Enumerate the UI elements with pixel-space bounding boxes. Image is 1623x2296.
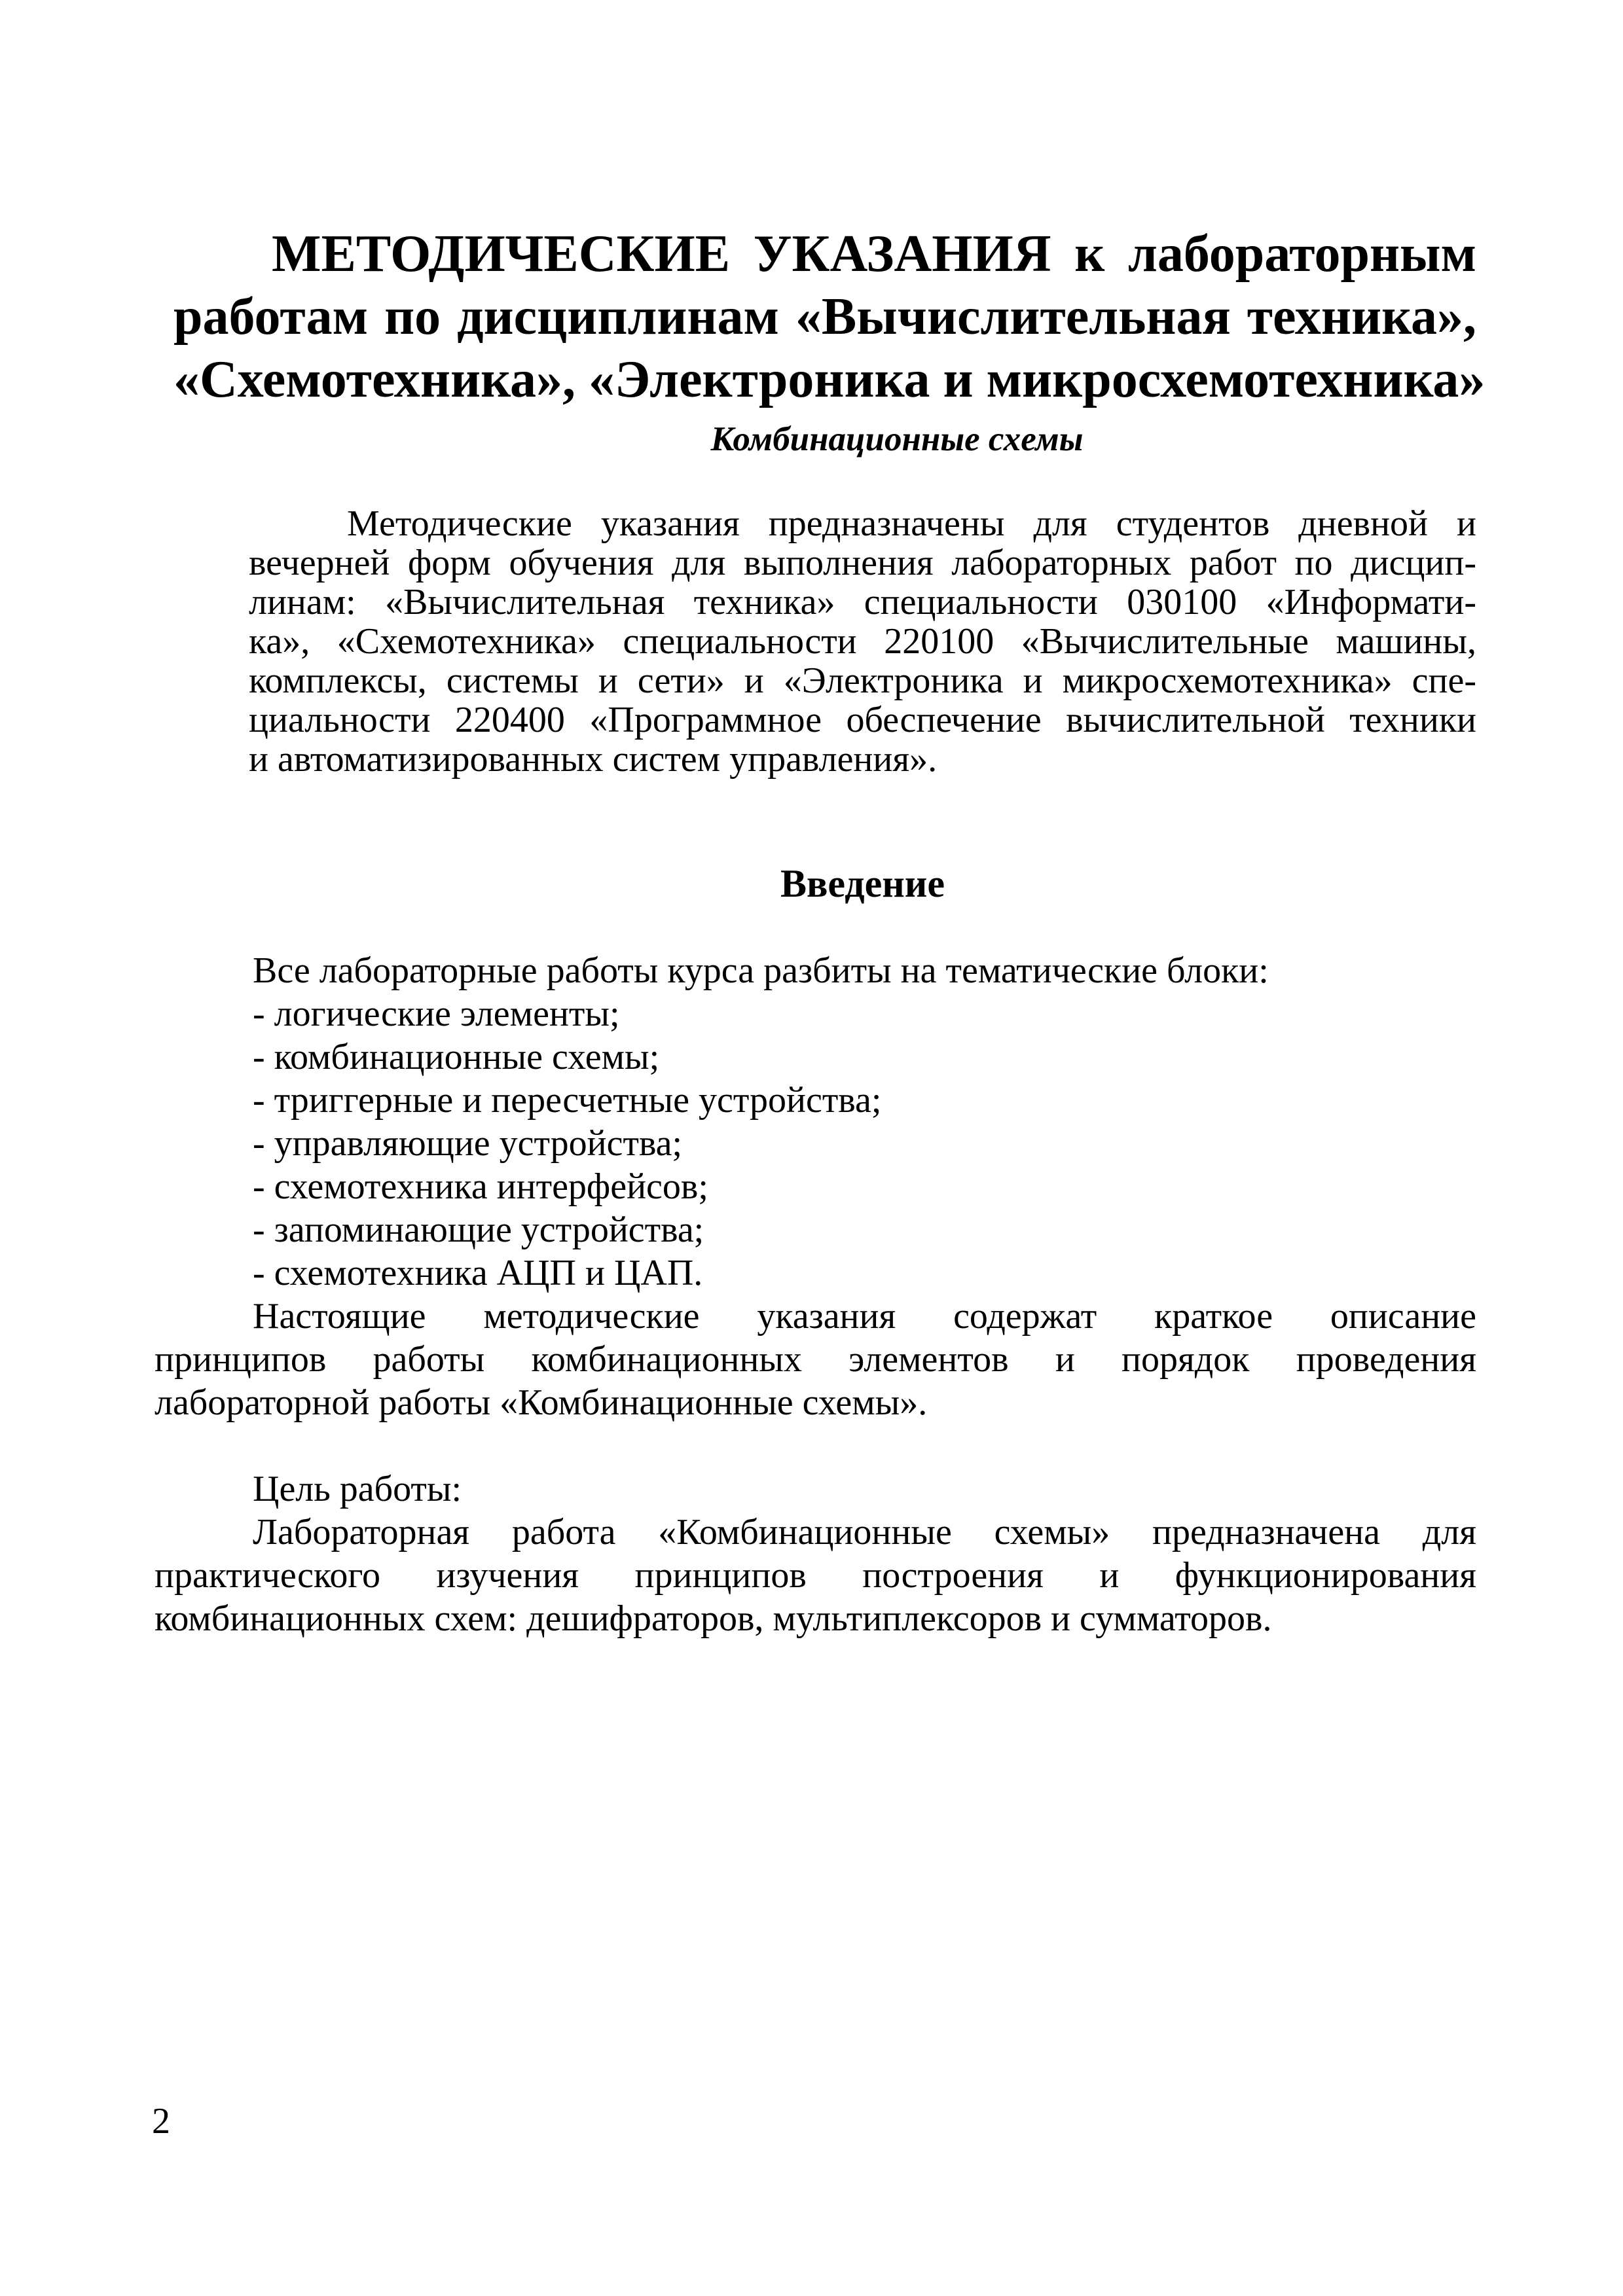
section-heading-intro: Введение <box>780 862 945 905</box>
annotation-line: комплексы, системы и сети» и «Электроника и микросхемотехника» спе- <box>249 660 1476 701</box>
document-subtitle: Комбинационные схемы <box>710 420 1084 458</box>
annotation-line: и автоматизированных систем управления». <box>249 739 938 780</box>
title-line: работам по дисциплинам «Вычислительная техника», <box>173 288 1476 346</box>
goal-label: Цель работы: <box>253 1469 462 1509</box>
annotation-line: вечерней форм обучения для выполнения лабораторных работ по дисцип- <box>249 543 1476 583</box>
annotation-line: ка», «Схемотехника» специальности 220100 «Вычислительные машины, <box>249 621 1476 662</box>
annotation-line: линам: «Вычислительная техника» специальности 030100 «Информати- <box>249 582 1476 622</box>
list-item: - запоминающие устройства; <box>253 1210 704 1250</box>
intro-lead: Все лабораторные работы курса разбиты на тематические блоки: <box>253 950 1269 991</box>
list-item: - триггерные и пересчетные устройства; <box>253 1080 882 1121</box>
paragraph-gap <box>155 1424 1476 1467</box>
list-item: - схемотехника интерфейсов; <box>253 1166 708 1207</box>
annotation-line: циальности 220400 «Программное обеспечение вычислительной техники <box>249 700 1476 740</box>
list-item: - управляющие устройства; <box>253 1123 683 1164</box>
list-item: - комбинационные схемы; <box>253 1037 660 1077</box>
document-title <box>173 223 1486 411</box>
intro-body <box>155 949 1476 1640</box>
goal-line: практического изучения принципов построения и функционирования <box>155 1555 1476 1596</box>
annotation-paragraph <box>249 504 1476 779</box>
list-item: - схемотехника АЦП и ЦАП. <box>253 1253 703 1293</box>
goal-line: Лабораторная работа «Комбинационные схемы» предназначена для <box>253 1512 1476 1552</box>
summary-line: принципов работы комбинационных элементов и порядок проведения <box>155 1339 1476 1380</box>
page-number: 2 <box>152 2101 170 2142</box>
goal-line: комбинационных схем: дешифраторов, мультиплексоров и сумматоров. <box>155 1598 1272 1639</box>
title-line: МЕТОДИЧЕСКИЕ УКАЗАНИЯ к лабораторным <box>272 225 1476 283</box>
annotation-line: Методические указания предназначены для студентов дневной и <box>347 503 1476 544</box>
list-item: - логические элементы; <box>253 994 620 1034</box>
summary-line: Настоящие методические указания содержат краткое описание <box>253 1296 1476 1336</box>
title-line: «Схемотехника», «Электроника и микросхемотехника» <box>173 351 1486 408</box>
summary-line: лабораторной работы «Комбинационные схемы». <box>155 1382 928 1423</box>
